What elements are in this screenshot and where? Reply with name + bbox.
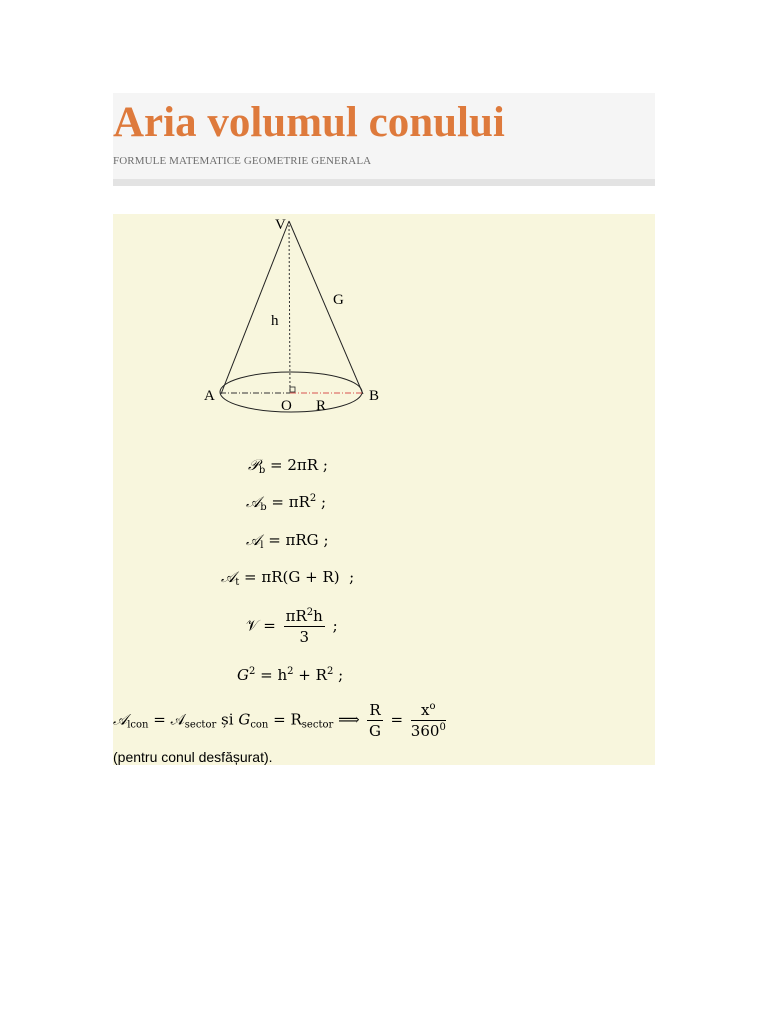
formula-volume: 𝒱 = $\frac{\pi R^2h}{3}$ ; — [246, 607, 338, 646]
cone-left-edge — [221, 221, 289, 394]
ratio-fraction: $\frac{R}{G}$ — [369, 701, 381, 740]
content-box — [113, 214, 655, 765]
formula-developed-cone: 𝒜$_{lcon}$ = 𝒜$_{sector}$ și $G_{con} = R_{sector}$ ⟹ $\frac{R}{G}$ = $\frac{x^o}{360^0}$ — [113, 701, 446, 740]
formula-base-area: 𝒜$_b$ = $\pi R^2$ ; — [246, 493, 327, 513]
label-radius: R — [316, 398, 327, 414]
formula-total-area: 𝒜$_t$ = πR(G + R) ; — [221, 568, 355, 588]
label-slant: G — [333, 292, 344, 308]
page-subtitle: FORMULE MATEMATICE GEOMETRIE GENERALA — [113, 155, 372, 167]
label-point-b: B — [369, 388, 380, 404]
formula-lateral-area: 𝒜$_l$ = πRG ; — [246, 531, 329, 551]
right-angle-mark — [290, 387, 295, 392]
cone-right-edge — [289, 221, 363, 394]
page-title: Aria volumul conului — [113, 99, 505, 146]
label-height: h — [271, 313, 279, 329]
cone-height-line — [289, 221, 290, 392]
formula-pythagoras: $G^2 = h^2 + R^2$ ; — [237, 666, 344, 684]
header-divider — [113, 179, 655, 186]
formula-base-perimeter: 𝒫$_b$ = 2πR ; — [248, 456, 328, 476]
cone-diagram — [113, 214, 413, 424]
volume-fraction: $\frac{\pi R^2h}{3}$ — [285, 607, 323, 646]
label-center: O — [281, 398, 292, 414]
developed-cone-note: (pentru conul desfășurat). — [113, 749, 273, 765]
label-point-a: A — [204, 388, 215, 404]
angle-fraction: $\frac{x^o}{360^0}$ — [410, 701, 446, 740]
label-apex: V — [275, 217, 286, 233]
